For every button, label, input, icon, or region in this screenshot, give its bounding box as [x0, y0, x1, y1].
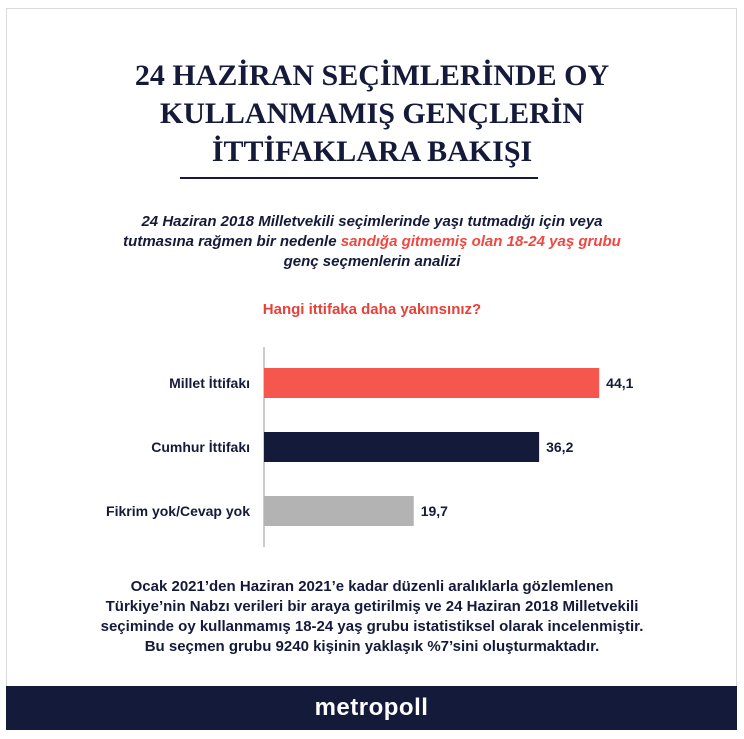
- value-label-0: 44,1: [606, 375, 634, 391]
- title-line-2: KULLANMAMIŞ GENÇLERİN: [159, 97, 585, 130]
- brand-bar: [6, 686, 737, 730]
- title-line-1: 24 HAZİRAN SEÇİMLERİNDE OY: [134, 59, 610, 92]
- value-label-1: 36,2: [546, 439, 574, 455]
- bar-0: [264, 368, 599, 398]
- footnote-line-2: Türkiye’nin Nabzı verileri bir araya getirilmiş ve 24 Haziran 2018 Milletvekili: [105, 598, 639, 615]
- brand-logo: metropoll: [314, 694, 429, 721]
- bar-2: [264, 496, 414, 526]
- category-label-1: Cumhur İttifakı: [151, 439, 250, 455]
- subtitle-part-3: genç seçmenlerin analizi: [283, 253, 461, 270]
- category-label-0: Millet İttifakı: [169, 375, 250, 391]
- value-label-2: 19,7: [420, 503, 448, 519]
- chart-question: Hangi ittifaka daha yakınsınız?: [262, 301, 482, 318]
- bars-group: [106, 368, 634, 526]
- footnote-line-4: Bu seçmen grubu 9240 kişinin yaklaşık %7’sini oluşturmaktadır.: [144, 638, 600, 655]
- footnote: [30, 577, 714, 657]
- title-line-3: İTTİFAKLARA BAKIŞI: [211, 135, 533, 168]
- category-label-2: Fikrim yok/Cevap yok: [106, 503, 250, 519]
- footnote-line-3: seçiminde oy kullanmamış 18-24 yaş grubu istatistiksel olarak incelenmiştir.: [100, 618, 644, 635]
- subtitle-highlight: sandığa gitmemiş olan 18-24 yaş grubu: [340, 233, 621, 250]
- bar-1: [264, 432, 539, 462]
- footnote-line-1: Ocak 2021’den Haziran 2021’e kadar düzenli aralıklarla gözlemlenen: [130, 578, 614, 595]
- subtitle-part-1: 24 Haziran 2018 Milletvekili seçimlerinde yaşı tutmadığı için veya: [141, 213, 603, 230]
- subtitle-part-2: tutmasına rağmen bir nedenle: [123, 233, 341, 250]
